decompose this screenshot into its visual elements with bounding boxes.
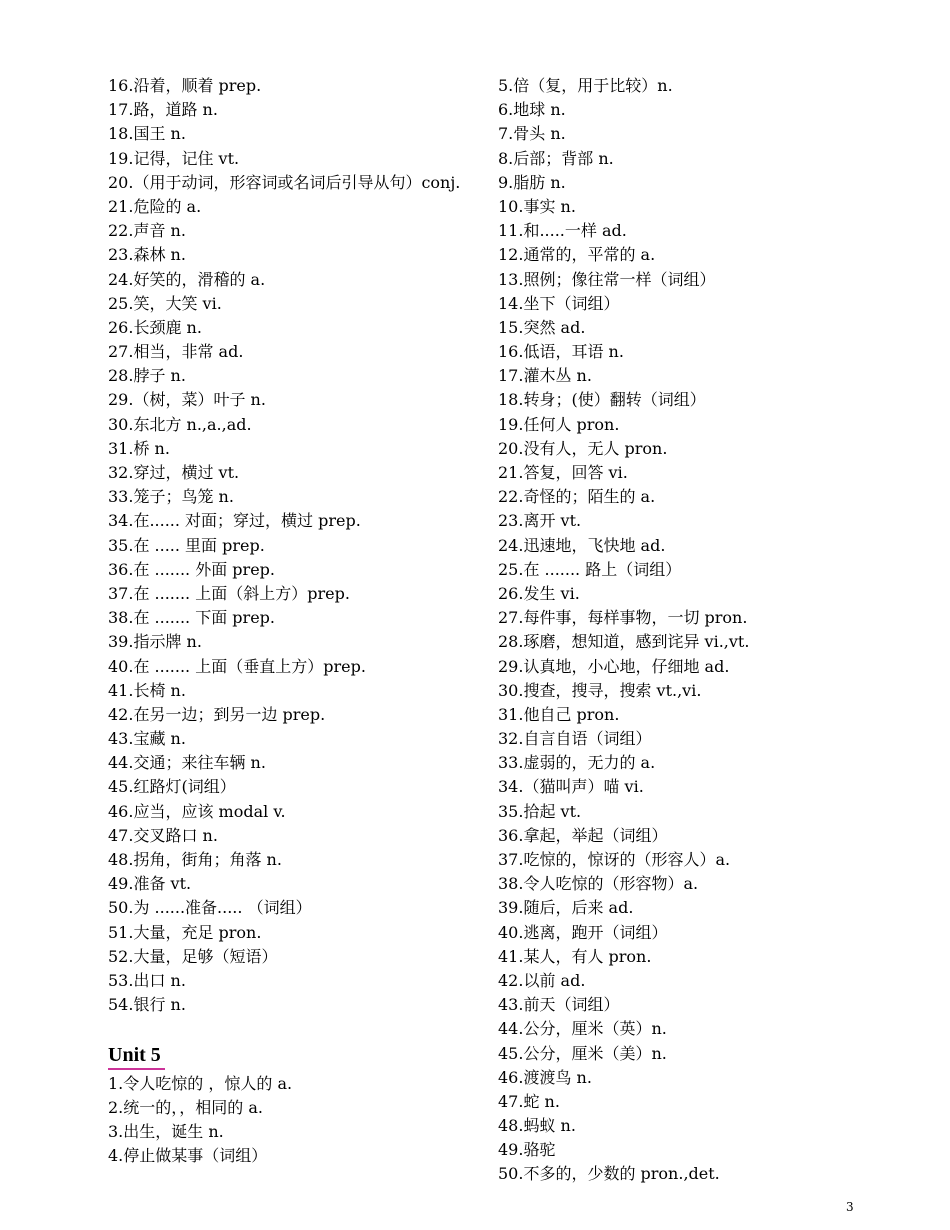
vocab-item: 50.不多的，少数的 pron.,det.	[498, 1164, 720, 1184]
vocab-item: 18.转身；(使）翻转（词组）	[498, 390, 706, 410]
vocab-item: 29.认真地，小心地，仔细地 ad.	[498, 656, 730, 676]
vocab-item: 53.出口 n.	[108, 970, 186, 990]
vocab-item: 7.骨头 n.	[498, 124, 566, 144]
vocab-item: 50.为 ......准备..... （词组）	[108, 898, 312, 918]
vocab-item: 38.在 ....... 下面 prep.	[108, 608, 275, 628]
left-column	[108, 74, 468, 1168]
vocab-item: 2.统一的，，相同的 a.	[108, 1097, 263, 1117]
vocab-item: 24.好笑的，滑稽的 a.	[108, 269, 266, 289]
vocab-item: 51.大量，充足 pron.	[108, 922, 262, 942]
vocab-item: 34.（猫叫声）喵 vi.	[498, 777, 644, 797]
vocab-item: 18.国王 n.	[108, 124, 186, 144]
vocab-item: 28.脖子 n.	[108, 366, 186, 386]
vocab-item: 36.在 ....... 外面 prep.	[108, 559, 275, 579]
vocab-item: 45.公分，厘米（美）n.	[498, 1043, 667, 1063]
vocab-item: 39.随后，后来 ad.	[498, 898, 634, 918]
vocab-item: 45.红路灯(词组）	[108, 777, 236, 797]
vocab-item: 12.通常的，平常的 a.	[498, 245, 656, 265]
vocab-item: 43.前天（词组）	[498, 995, 620, 1015]
vocab-item: 33.虚弱的，无力的 a.	[498, 753, 656, 773]
vocab-item: 31.他自己 pron.	[498, 704, 620, 724]
vocab-item: 30.搜查，搜寻，搜索 vt.,vi.	[498, 680, 702, 700]
vocab-item: 22.奇怪的；陌生的 a.	[498, 487, 656, 507]
vocab-item: 13.照例；像往常一样（词组）	[498, 269, 716, 289]
right-column	[498, 74, 858, 1187]
page-number: 3	[846, 1200, 854, 1214]
vocab-item: 41.长椅 n.	[108, 680, 186, 700]
vocab-item: 23.森林 n.	[108, 245, 186, 265]
vocab-item: 10.事实 n.	[498, 196, 576, 216]
vocab-item: 25.在 ....... 路上（词组）	[498, 559, 682, 579]
vocab-item: 46.应当，应该 modal v.	[108, 801, 286, 821]
vocab-item: 23.离开 vt.	[498, 511, 582, 531]
vocab-item: 38.令人吃惊的（形容物）a.	[498, 874, 699, 894]
vocab-item: 52.大量，足够（短语）	[108, 946, 278, 966]
vocab-item: 20.没有人，无人 pron.	[498, 438, 668, 458]
vocab-item: 31.桥 n.	[108, 438, 170, 458]
vocab-item: 21.危险的 a.	[108, 196, 202, 216]
vocab-item: 44.交通；来往车辆 n.	[108, 753, 266, 773]
vocab-item: 1.令人吃惊的 ，惊人的 a.	[108, 1073, 293, 1093]
vocab-item: 47.交叉路口 n.	[108, 825, 218, 845]
vocab-item: 15.突然 ad.	[498, 317, 586, 337]
vocab-item: 36.拿起，举起（词组）	[498, 825, 668, 845]
vocab-item: 32.穿过，横过 vt.	[108, 463, 240, 483]
vocab-item: 21.答复，回答 vi.	[498, 463, 628, 482]
vocab-item: 54.银行 n.	[108, 995, 186, 1015]
vocab-item: 37.在 ....... 上面（斜上方）prep.	[108, 583, 350, 603]
vocab-item: 28.琢磨，想知道，感到诧异 vi.,vt.	[498, 632, 750, 652]
vocab-item: 39.指示牌 n.	[108, 632, 202, 652]
vocab-item: 49.准备 vt.	[108, 874, 192, 894]
vocab-item: 26.长颈鹿 n.	[108, 317, 202, 337]
vocab-item: 16.低语，耳语 n.	[498, 342, 624, 362]
vocab-item: 40.逃离，跑开（词组）	[498, 922, 668, 942]
vocab-item: 37.吃惊的，惊讶的（形容人）a.	[498, 850, 731, 869]
vocab-item: 33.笼子；鸟笼 n.	[108, 487, 234, 507]
vocab-item: 19.任何人 pron.	[498, 414, 620, 434]
vocab-item: 41.某人，有人 pron.	[498, 946, 652, 966]
vocab-item: 6.地球 n.	[498, 100, 566, 120]
vocab-item: 17.路，道路 n.	[108, 100, 218, 120]
vocab-item: 42.以前 ad.	[498, 970, 586, 990]
vocab-item: 49.骆驼	[498, 1140, 556, 1160]
vocab-item: 25.笑，大笑 vi.	[108, 293, 222, 313]
vocab-item: 22.声音 n.	[108, 221, 186, 241]
vocab-item: 24.迅速地，飞快地 ad.	[498, 535, 666, 555]
vocab-item: 30.东北方 n.,a.,ad.	[108, 414, 252, 434]
vocab-item: 42.在另一边；到另一边 prep.	[108, 704, 326, 724]
vocab-item: 32.自言自语（词组）	[498, 729, 652, 749]
vocab-item: 29.（树，菜）叶子 n.	[108, 390, 266, 410]
vocab-item: 4.停止做某事（词组）	[108, 1146, 268, 1166]
vocab-item: 40.在 ....... 上面（垂直上方）prep.	[108, 656, 366, 676]
vocab-item: 35.在 ..... 里面 prep.	[108, 535, 265, 555]
vocab-item: 27.相当，非常 ad.	[108, 342, 244, 362]
vocab-item: 3.出生，诞生 n.	[108, 1121, 224, 1141]
vocab-item: 9.脂肪 n.	[498, 172, 566, 192]
vocab-item: 14.坐下（词组）	[498, 293, 620, 313]
vocab-item: 48.拐角，街角；角落 n.	[108, 850, 282, 870]
vocab-item: 27.每件事，每样事物，一切 pron.	[498, 608, 748, 628]
vocab-item: 35.拾起 vt.	[498, 801, 582, 821]
vocab-item: 44.公分，厘米（英）n.	[498, 1019, 667, 1039]
vocab-item: 48.蚂蚁 n.	[498, 1116, 576, 1136]
section-spacer	[108, 1017, 468, 1041]
vocab-item: 8.后部；背部 n.	[498, 148, 614, 168]
vocab-item: 11.和.....一样 ad.	[498, 221, 627, 241]
vocab-item: 5.倍（复，用于比较）n.	[498, 76, 673, 95]
vocab-item: 47.蛇 n.	[498, 1091, 560, 1111]
vocab-item: 17.灌木丛 n.	[498, 366, 592, 386]
vocab-item: 34.在...... 对面；穿过，横过 prep.	[108, 511, 361, 531]
vocab-item: 43.宝藏 n.	[108, 729, 186, 749]
vocab-item: 20.（用于动词，形容词或名词后引导从句）conj.	[108, 172, 461, 192]
unit-heading: Unit 5	[108, 1042, 165, 1070]
vocab-item: 26.发生 vi.	[498, 583, 580, 603]
vocab-item: 16.沿着，顺着 prep.	[108, 76, 262, 95]
vocab-item: 19.记得，记住 vt.	[108, 148, 240, 168]
vocab-item: 46.渡渡鸟 n.	[498, 1067, 592, 1087]
